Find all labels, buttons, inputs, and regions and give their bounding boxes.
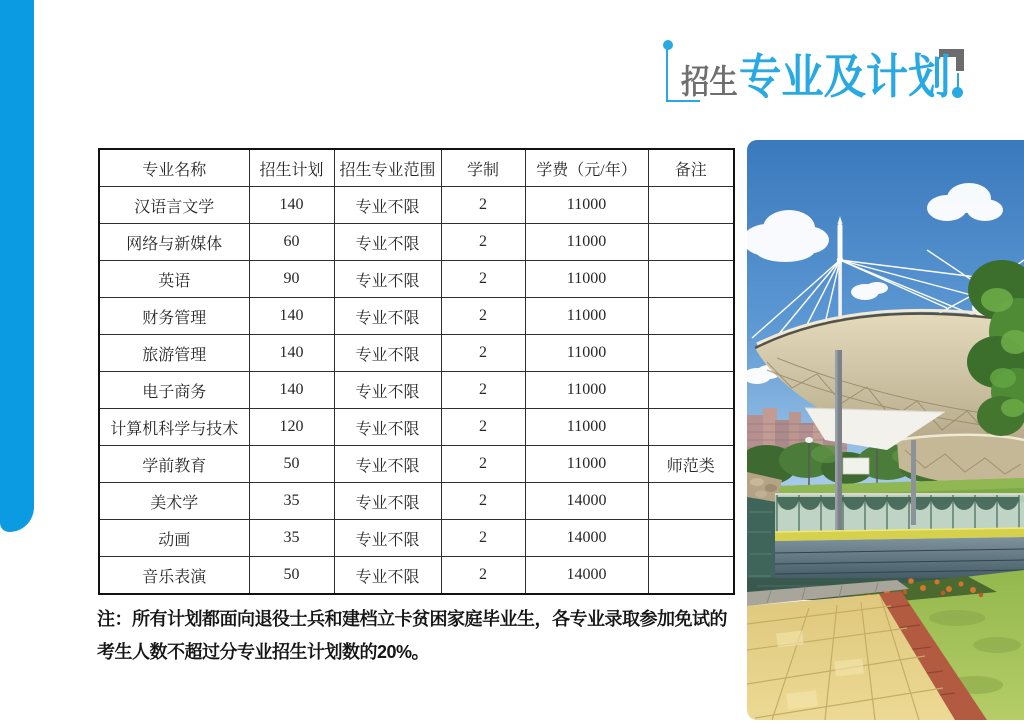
table-row: [99, 483, 734, 520]
table-header-row: [99, 149, 734, 187]
cell-remark: [648, 483, 734, 520]
cell-scope: 专业不限: [334, 298, 441, 335]
cell-name: 计算机科学与技术: [99, 409, 249, 446]
cell-plan: 35: [249, 520, 334, 557]
cell-scope: 专业不限: [334, 557, 441, 595]
cell-tuition: 11000: [525, 187, 648, 224]
cell-tuition: 11000: [525, 335, 648, 372]
cell-name: 学前教育: [99, 446, 249, 483]
cell-name: 音乐表演: [99, 557, 249, 595]
cell-remark: [648, 298, 734, 335]
cell-duration: 2: [441, 187, 525, 224]
cell-scope: 专业不限: [334, 409, 441, 446]
table-row: [99, 372, 734, 409]
cell-scope: 专业不限: [334, 224, 441, 261]
table-row: [99, 409, 734, 446]
cell-plan: 140: [249, 335, 334, 372]
cell-tuition: 11000: [525, 446, 648, 483]
cell-remark: 师范类: [648, 446, 734, 483]
cell-plan: 35: [249, 483, 334, 520]
col-header-tuition: 学费（元/年）: [525, 149, 648, 187]
col-header-duration: 学制: [441, 149, 525, 187]
table-row: [99, 557, 734, 595]
cell-name: 美术学: [99, 483, 249, 520]
footnote-line-1: 注：所有计划都面向退役士兵和建档立卡贫困家庭毕业生，各专业录取参加免试的: [97, 609, 727, 629]
cell-remark: [648, 557, 734, 595]
cell-scope: 专业不限: [334, 372, 441, 409]
enrollment-plan-table: [98, 148, 735, 595]
cell-name: 电子商务: [99, 372, 249, 409]
table-row: [99, 335, 734, 372]
cell-remark: [648, 261, 734, 298]
cell-tuition: 11000: [525, 261, 648, 298]
cell-tuition: 11000: [525, 298, 648, 335]
col-header-scope: 招生专业范围: [334, 149, 441, 187]
table-row: [99, 446, 734, 483]
cell-duration: 2: [441, 261, 525, 298]
footnote-line-2: 考生人数不超过分专业招生计划数的20%。: [97, 642, 430, 662]
table-row: [99, 224, 734, 261]
cell-remark: [648, 409, 734, 446]
cell-scope: 专业不限: [334, 520, 441, 557]
cell-remark: [648, 335, 734, 372]
cell-plan: 60: [249, 224, 334, 261]
cell-remark: [648, 224, 734, 261]
cell-plan: 120: [249, 409, 334, 446]
title-left-bracket-vertical: [666, 45, 668, 102]
cell-name: 汉语言文学: [99, 187, 249, 224]
page-title: 专业及计划: [739, 52, 951, 104]
cell-duration: 2: [441, 446, 525, 483]
cell-plan: 140: [249, 298, 334, 335]
title-left-bracket-horizontal: [666, 100, 700, 102]
cell-tuition: 14000: [525, 520, 648, 557]
table-body: [99, 187, 734, 595]
title-right-dot: [952, 87, 963, 98]
cell-scope: 专业不限: [334, 261, 441, 298]
table-row: [99, 298, 734, 335]
left-accent-bar: [0, 0, 34, 532]
cell-tuition: 11000: [525, 409, 648, 446]
col-header-major-name: 专业名称: [99, 149, 249, 187]
cell-name: 动画: [99, 520, 249, 557]
glass-railing: [775, 493, 1024, 532]
cell-tuition: 11000: [525, 372, 648, 409]
cell-duration: 2: [441, 335, 525, 372]
col-header-remark: 备注: [648, 149, 734, 187]
col-header-plan: 招生计划: [249, 149, 334, 187]
cell-plan: 140: [249, 187, 334, 224]
title-right-bracket-vertical: [956, 49, 964, 71]
cell-remark: [648, 372, 734, 409]
cell-scope: 专业不限: [334, 483, 441, 520]
table-row: [99, 520, 734, 557]
cell-duration: 2: [441, 483, 525, 520]
cell-duration: 2: [441, 372, 525, 409]
cell-name: 英语: [99, 261, 249, 298]
campus-photo: [747, 140, 1024, 720]
cell-name: 旅游管理: [99, 335, 249, 372]
title-right-line: [957, 73, 959, 88]
cell-scope: 专业不限: [334, 446, 441, 483]
table-row: [99, 187, 734, 224]
page-title-prefix: 招生: [681, 63, 738, 100]
cell-duration: 2: [441, 298, 525, 335]
cell-scope: 专业不限: [334, 187, 441, 224]
title-left-dot: [663, 40, 673, 50]
cell-tuition: 11000: [525, 224, 648, 261]
cell-duration: 2: [441, 224, 525, 261]
cell-duration: 2: [441, 409, 525, 446]
cell-name: 财务管理: [99, 298, 249, 335]
table-row: [99, 261, 734, 298]
footnote: [97, 603, 757, 669]
cell-plan: 50: [249, 446, 334, 483]
cell-plan: 90: [249, 261, 334, 298]
cell-tuition: 14000: [525, 483, 648, 520]
cell-scope: 专业不限: [334, 335, 441, 372]
cell-remark: [648, 520, 734, 557]
cell-name: 网络与新媒体: [99, 224, 249, 261]
cell-remark: [648, 187, 734, 224]
cell-duration: 2: [441, 520, 525, 557]
cell-plan: 50: [249, 557, 334, 595]
cell-plan: 140: [249, 372, 334, 409]
cell-duration: 2: [441, 557, 525, 595]
cell-tuition: 14000: [525, 557, 648, 595]
